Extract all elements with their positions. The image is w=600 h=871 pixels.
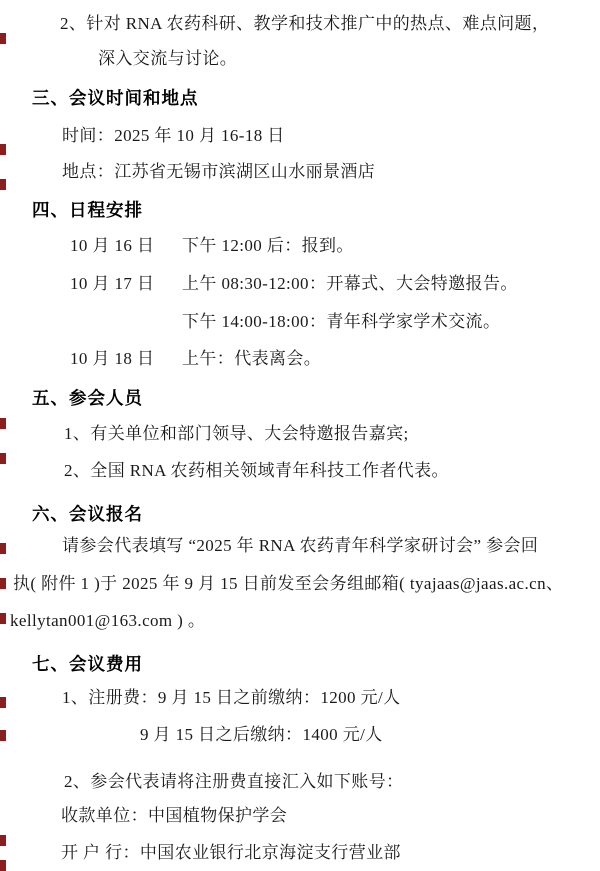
margin-mark	[0, 33, 6, 44]
margin-mark	[0, 543, 6, 554]
body-line-topic-2-cont: 深入交流与讨论。	[98, 49, 238, 68]
body-line-payee: 收款单位：中国植物保护学会	[61, 806, 288, 825]
body-line-time: 时间：2025 年 10 月 16-18 日	[62, 126, 285, 145]
margin-mark	[0, 697, 6, 708]
margin-mark	[0, 613, 6, 624]
schedule-date-oct17: 10 月 17 日	[70, 274, 155, 293]
margin-mark	[0, 179, 6, 190]
margin-mark	[0, 418, 6, 429]
margin-mark	[0, 453, 6, 464]
body-line-topic-2: 2、针对 RNA 农药科研、教学和技术推广中的热点、难点问题，	[60, 14, 550, 33]
body-line-location: 地点：江苏省无锡市滨湖区山水丽景酒店	[62, 162, 376, 181]
margin-mark	[0, 578, 6, 589]
schedule-date-oct16: 10 月 16 日	[70, 236, 155, 255]
schedule-desc-oct18: 上午：代表离会。	[182, 349, 322, 368]
body-line-bank: 开 户 行：中国农业银行北京海淀支行营业部	[61, 843, 401, 862]
schedule-desc-oct17-pm: 下午 14:00-18:00：青年科学家学术交流。	[182, 312, 501, 331]
body-line-fee-1: 1、注册费：9 月 15 日之前缴纳：1200 元/人	[62, 688, 401, 707]
body-line-signup-2: 执( 附件 1 )于 2025 年 9 月 15 日前发至会务组邮箱( tyajaas@jaas.ac.cn、	[13, 574, 564, 593]
schedule-desc-oct17-am: 上午 08:30-12:00：开幕式、大会特邀报告。	[182, 274, 518, 293]
body-line-attendee-1: 1、有关单位和部门领导、大会特邀报告嘉宾;	[64, 424, 409, 443]
margin-mark	[0, 730, 6, 741]
section-heading-4: 四、日程安排	[32, 200, 143, 220]
section-heading-7: 七、会议费用	[32, 654, 143, 674]
margin-mark	[0, 860, 6, 871]
body-line-fee-1-cont: 9 月 15 日之后缴纳：1400 元/人	[140, 725, 383, 744]
schedule-date-oct18: 10 月 18 日	[70, 349, 155, 368]
body-line-signup-3: kellytan001@163.com ) 。	[10, 611, 206, 630]
schedule-desc-oct16: 下午 12:00 后：报到。	[182, 236, 354, 255]
section-heading-6: 六、会议报名	[32, 504, 143, 524]
body-line-signup-1: 请参会代表填写 “2025 年 RNA 农药青年科学家研讨会” 参会回	[62, 536, 539, 555]
body-line-fee-2: 2、参会代表请将注册费直接汇入如下账号：	[64, 772, 404, 791]
body-line-attendee-2: 2、全国 RNA 农药相关领域青年科技工作者代表。	[64, 461, 449, 480]
section-heading-5: 五、参会人员	[32, 388, 143, 408]
margin-mark	[0, 144, 6, 155]
margin-mark	[0, 835, 6, 846]
section-heading-3: 三、会议时间和地点	[32, 88, 199, 108]
